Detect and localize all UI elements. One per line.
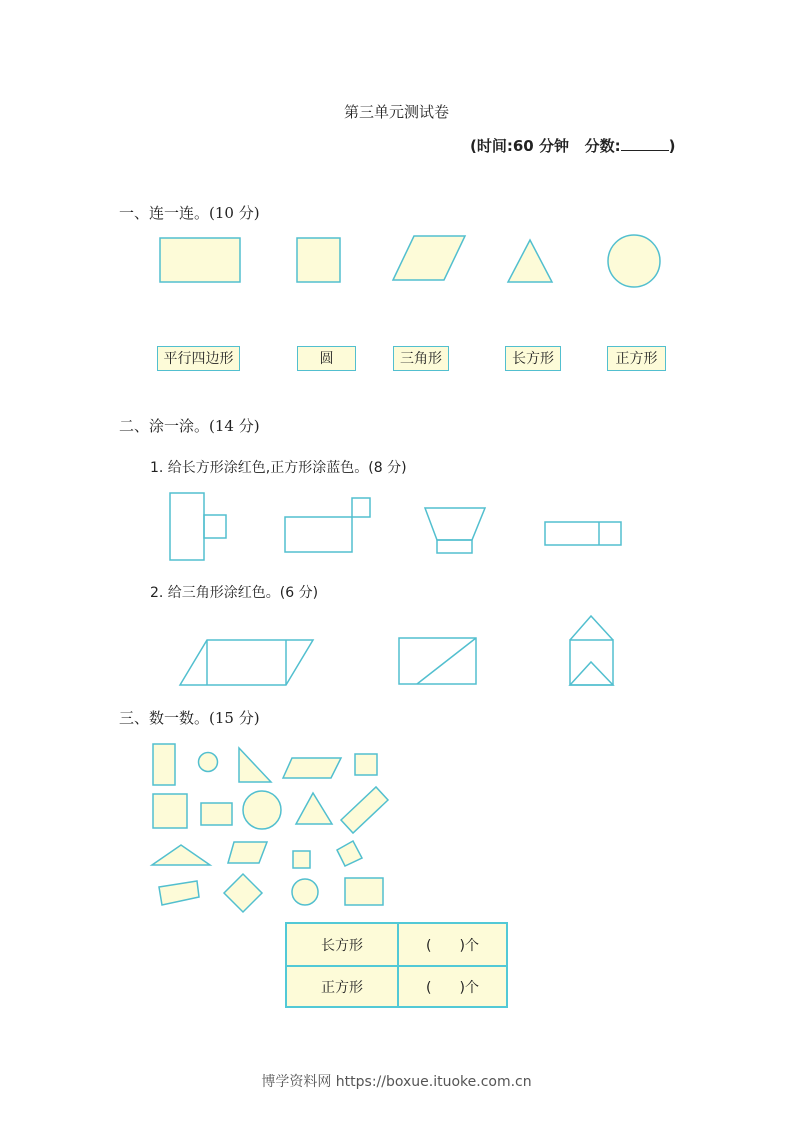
count-shape: [153, 794, 187, 828]
section1-heading: 一、连一连。(10 分): [119, 204, 260, 222]
shape-triangle[interactable]: [508, 240, 552, 282]
figure1-tall-rect[interactable]: [170, 493, 204, 560]
count-shape: [153, 744, 175, 785]
section3-heading: 三、数一数。(15 分): [119, 709, 260, 727]
count-shape: [228, 842, 267, 863]
count-shape: [283, 758, 341, 778]
count-shape: [341, 787, 388, 833]
figure3-rect[interactable]: [437, 540, 472, 553]
count-shape: [152, 845, 210, 865]
label-circle[interactable]: 圆: [297, 346, 356, 371]
page-title: 第三单元测试卷: [343, 103, 449, 121]
count-shape: [199, 753, 218, 772]
close-paren: ): [668, 137, 676, 155]
count-shape: [355, 754, 377, 775]
label-parallelogram[interactable]: 平行四边形: [157, 346, 240, 371]
table-cell-answer[interactable]: ( )个: [426, 979, 479, 996]
shape-circle[interactable]: [608, 235, 660, 287]
count-shape: [345, 878, 383, 905]
count-shape: [159, 881, 199, 905]
figure6-diagonal: [417, 638, 476, 684]
count-shape: [293, 851, 310, 868]
figure2-rect[interactable]: [285, 517, 352, 552]
figure7-inner-triangle[interactable]: [570, 662, 613, 685]
label-square[interactable]: 正方形: [607, 346, 666, 371]
shape-rectangle[interactable]: [160, 238, 240, 282]
count-shape: [201, 803, 232, 825]
shape-square[interactable]: [297, 238, 340, 282]
shape-parallelogram[interactable]: [393, 236, 465, 280]
section2-heading: 二、涂一涂。(14 分): [119, 417, 260, 435]
section2-q1: 1. 给长方形涂红色,正方形涂蓝色。(8 分): [150, 460, 407, 476]
time-label: (时间:60 分钟: [470, 137, 569, 155]
table-cell-shape: 正方形: [287, 967, 399, 1006]
count-shape: [239, 748, 271, 782]
figure1-small-square[interactable]: [204, 515, 226, 538]
figure5-parallelogram[interactable]: [180, 640, 313, 685]
score-label: 分数:: [584, 137, 621, 155]
figure6-rect[interactable]: [399, 638, 476, 684]
count-table: [285, 922, 508, 1008]
label-rectangle[interactable]: 长方形: [505, 346, 561, 371]
table-row: [287, 965, 506, 1006]
count-shape: [296, 793, 332, 824]
label-triangle[interactable]: 三角形: [393, 346, 449, 371]
count-shape: [337, 841, 362, 866]
figure3-trapezoid[interactable]: [425, 508, 485, 540]
count-shape: [243, 791, 281, 829]
section2-q2: 2. 给三角形涂红色。(6 分): [150, 585, 319, 601]
figure2-square[interactable]: [352, 498, 370, 517]
table-cell-shape: 长方形: [287, 924, 399, 965]
figure7-roof[interactable]: [570, 616, 613, 640]
figure4-rect[interactable]: [545, 522, 621, 545]
footer-watermark: 博学资料网 https://boxue.ituoke.com.cn: [261, 1074, 532, 1090]
count-shape: [292, 879, 318, 905]
table-cell-answer[interactable]: ( )个: [426, 937, 479, 954]
count-shape: [224, 874, 262, 912]
table-row: [287, 924, 506, 965]
